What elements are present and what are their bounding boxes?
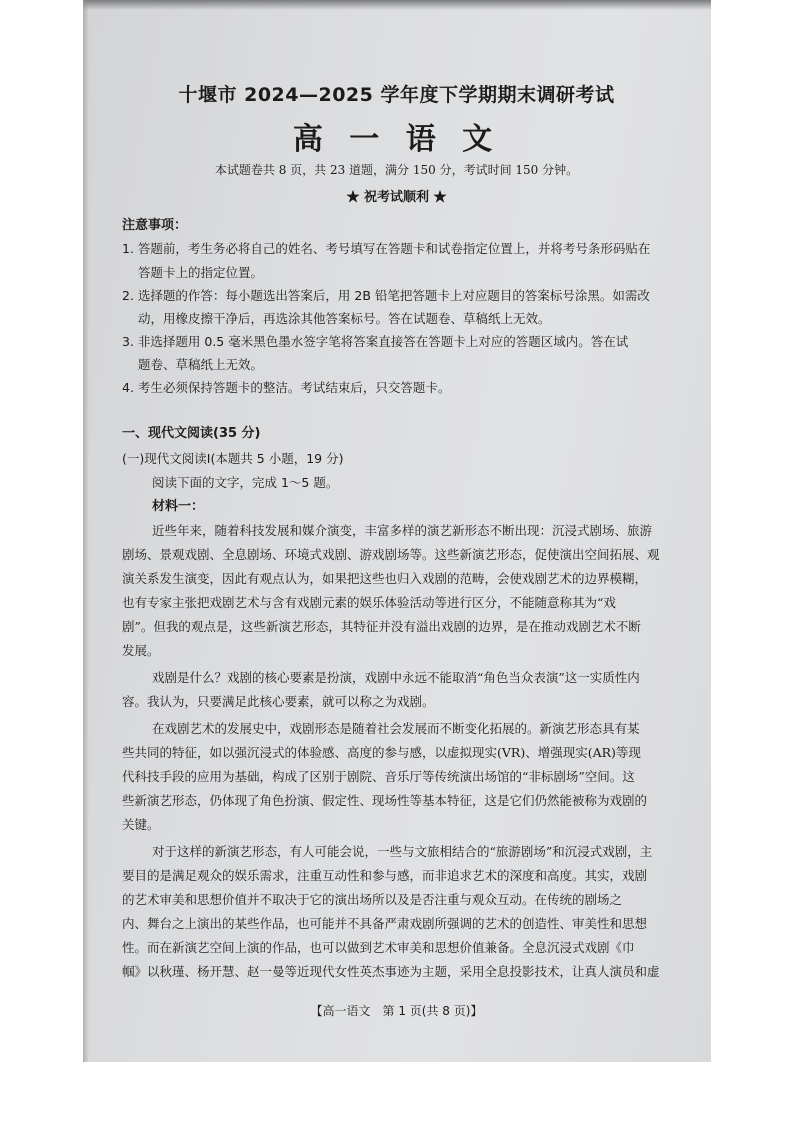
body-line: 些共同的特征，如以强沉浸式的体验感、高度的参与感，以虚拟现实(VR)、增强现实(AR)等现 <box>122 745 641 760</box>
body-line: 内、舞台之上演出的某些作品，也可能并不具备严肃戏剧所强调的艺术的创造性、审美性和思想 <box>122 916 648 931</box>
body-line: 近些年来，随着科技发展和媒介演变，丰富多样的演艺新形态不断出现：沉浸式剧场、旅游 <box>152 523 653 538</box>
body-line: 些新演艺形态，仍体现了角色扮演、假定性、现场性等基本特征，这是它们仍然能被称为戏剧的 <box>122 793 648 808</box>
body-line: 演关系发生演变，因此有观点认为，如果把这些也归入戏剧的范畴，会使戏剧艺术的边界模糊， <box>122 571 648 586</box>
reading-instruction: 阅读下面的文字，完成 1～5 题。 <box>152 475 339 490</box>
notice-line: 4. 考生必须保持答题卡的整洁。考试结束后，只交答题卡。 <box>122 380 451 395</box>
notice-line: 1. 答题前，考生务必将自己的姓名、考号填写在答题卡和试卷指定位置上，并将考号条形码贴在 <box>122 241 651 256</box>
body-line: 关键。 <box>122 817 160 832</box>
subject-title: 高 一 语 文 <box>292 122 501 157</box>
body-line: 在戏剧艺术的发展史中，戏剧形态是随着社会发展而不断变化拓展的。新演艺形态具有某 <box>152 721 640 736</box>
body-line: 对于这样的新演艺形态，有人可能会说，一些与文旅相结合的“旅游剧场”和沉浸式戏剧，主 <box>152 844 653 859</box>
top-edge-shadow <box>83 0 711 10</box>
page-footer: 【高一语文 第 1 页(共 8 页)】 <box>310 1004 483 1018</box>
notice-line: 动，用橡皮擦干净后，再选涂其他答案标号。答在试题卷、草稿纸上无效。 <box>138 311 551 326</box>
notice-line: 答题卡上的指定位置。 <box>138 265 264 280</box>
exam-info: 本试题卷共 8 页，共 23 道题，满分 150 分，考试时间 150 分钟。 <box>214 163 579 177</box>
body-line: 容。我认为，只要满足此核心要素，就可以称之为戏剧。 <box>122 694 435 709</box>
body-line: 剧”。但我的观点是，这些新演艺形态，其特征并没有溢出戏剧的边界，是在推动戏剧艺术不断 <box>122 619 641 634</box>
notice-line: 3. 非选择题用 0.5 毫米黑色墨水签字笔将答案直接答在答题卡上对应的答题区域内。答在试 <box>122 334 629 349</box>
body-line: 发展。 <box>122 643 160 658</box>
section-heading: 一、现代文阅读(35 分) <box>122 426 261 441</box>
body-line: 的艺术审美和思想价值并不取决于它的演出场所以及是否注重与观众互动。在传统的剧场之 <box>122 892 623 907</box>
body-line: 性。而在新演艺空间上演的作品，也可以做到艺术审美和思想价值兼备。全息沉浸式戏剧《巾 <box>122 940 635 955</box>
body-line: 代科技手段的应用为基础，构成了区别于剧院、音乐厅等传统演出场馆的“非标剧场”空间。这 <box>122 769 635 784</box>
body-line: 也有专家主张把戏剧艺术与含有戏剧元素的娱乐体验活动等进行区分，不能随意称其为“戏 <box>122 595 616 610</box>
sub-section-heading: (一)现代文阅读Ⅰ(本题共 5 小题，19 分) <box>122 451 344 466</box>
exam-title: 十堰市 2024—2025 学年度下学期期末调研考试 <box>178 84 615 106</box>
notice-line: 2. 选择题的作答：每小题选出答案后，用 2B 铅笔把答题卡上对应题目的答案标号涂黑。如需改 <box>122 288 650 303</box>
notice-line: 题卷、草稿纸上无效。 <box>138 357 264 372</box>
good-luck-banner: ★ 祝考试顺利 ★ <box>346 190 447 205</box>
material-label: 材料一： <box>152 499 205 514</box>
body-line: 剧场、景观戏剧、全息剧场、环境式戏剧、游戏剧场等。这些新演艺形态，促使演出空间拓展、观 <box>122 547 660 562</box>
notice-heading: 注意事项： <box>122 218 188 233</box>
body-line: 帼》以秋瑾、杨开慧、赵一曼等近现代女性英杰事迹为主题，采用全息投影技术，让真人演员和虚 <box>122 964 660 979</box>
body-line: 要目的是满足观众的娱乐需求，注重互动性和参与感，而非追求艺术的深度和高度。其实，戏剧 <box>122 868 648 883</box>
body-line: 戏剧是什么？戏剧的核心要素是扮演，戏剧中永远不能取消“角色当众表演”这一实质性内 <box>152 670 640 685</box>
left-edge-shadow <box>83 0 89 1062</box>
